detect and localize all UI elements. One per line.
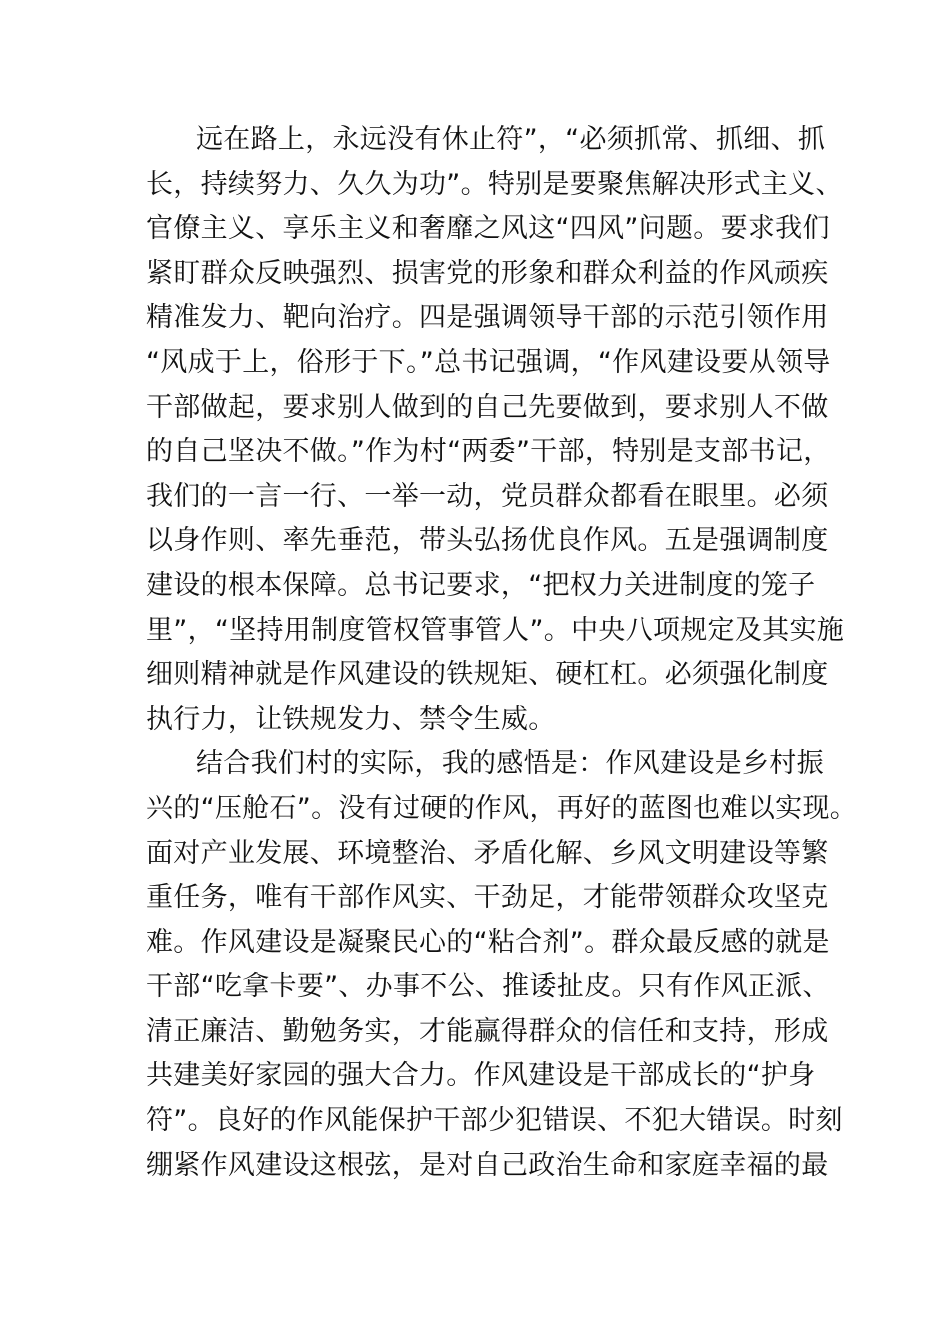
text-line: 结合我们村的实际，我的感悟是：作风建设是乡村振 — [196, 748, 824, 780]
text-line: 以身作则、率先垂范，带头弘扬优良作风。五是强调制度 — [146, 525, 829, 557]
text-line: 绷紧作风建设这根弦，是对自己政治生命和家庭幸福的最 — [146, 1149, 829, 1181]
text-line: 官僚主义、享乐主义和奢靡之风这“四风”问题。要求我们 — [146, 213, 830, 245]
text-line: 长，持续努力、久久为功”。特别是要聚焦解决形式主义、 — [146, 168, 843, 200]
text-line: 建设的根本保障。总书记要求，“把权力关进制度的笼子 — [146, 569, 816, 601]
text-line: 我们的一言一行、一举一动，党员群众都看在眼里。必须 — [146, 480, 829, 512]
text-line: 紧盯群众反映强烈、损害党的形象和群众利益的作风顽疾 — [146, 257, 829, 289]
text-line: 细则精神就是作风建设的铁规矩、硬杠杠。必须强化制度 — [146, 659, 829, 691]
text-line: 干部做起，要求别人做到的自己先要做到，要求别人不做 — [146, 391, 829, 423]
text-line: 的自己坚决不做。”作为村“两委”干部，特别是支部书记， — [146, 436, 831, 468]
text-line: 共建美好家园的强大合力。作风建设是干部成长的“护身 — [146, 1060, 816, 1092]
text-line: 难。作风建设是凝聚民心的“粘合剂”。群众最反感的就是 — [146, 926, 830, 958]
text-line: 符”。良好的作风能保护干部少犯错误、不犯大错误。时刻 — [146, 1105, 843, 1137]
text-line: 兴的“压舱石”。没有过硬的作风，再好的蓝图也难以实现。 — [146, 792, 858, 824]
text-line: 里”，“坚持用制度管权管事管人”。中央八项规定及其实施 — [146, 614, 845, 646]
text-line: “风成于上，俗形于下。”总书记强调，“作风建设要从领导 — [146, 346, 831, 378]
body-text — [146, 118, 858, 1188]
text-line: 清正廉洁、勤勉务实，才能赢得群众的信任和支持，形成 — [146, 1015, 829, 1047]
text-line: 执行力，让铁规发力、禁令生威。 — [146, 703, 556, 735]
text-line: 远在路上，永远没有休止符”，“必须抓常、抓细、抓 — [196, 124, 826, 155]
text-line: 精准发力、靶向治疗。四是强调领导干部的示范引领作用 — [146, 302, 829, 334]
text-line: 干部“吃拿卡要”、办事不公、推诿扯皮。只有作风正派、 — [146, 971, 830, 1003]
text-line: 重任务，唯有干部作风实、干劲足，才能带领群众攻坚克 — [146, 882, 829, 914]
text-line: 面对产业发展、环境整治、矛盾化解、乡风文明建设等繁 — [146, 837, 829, 869]
